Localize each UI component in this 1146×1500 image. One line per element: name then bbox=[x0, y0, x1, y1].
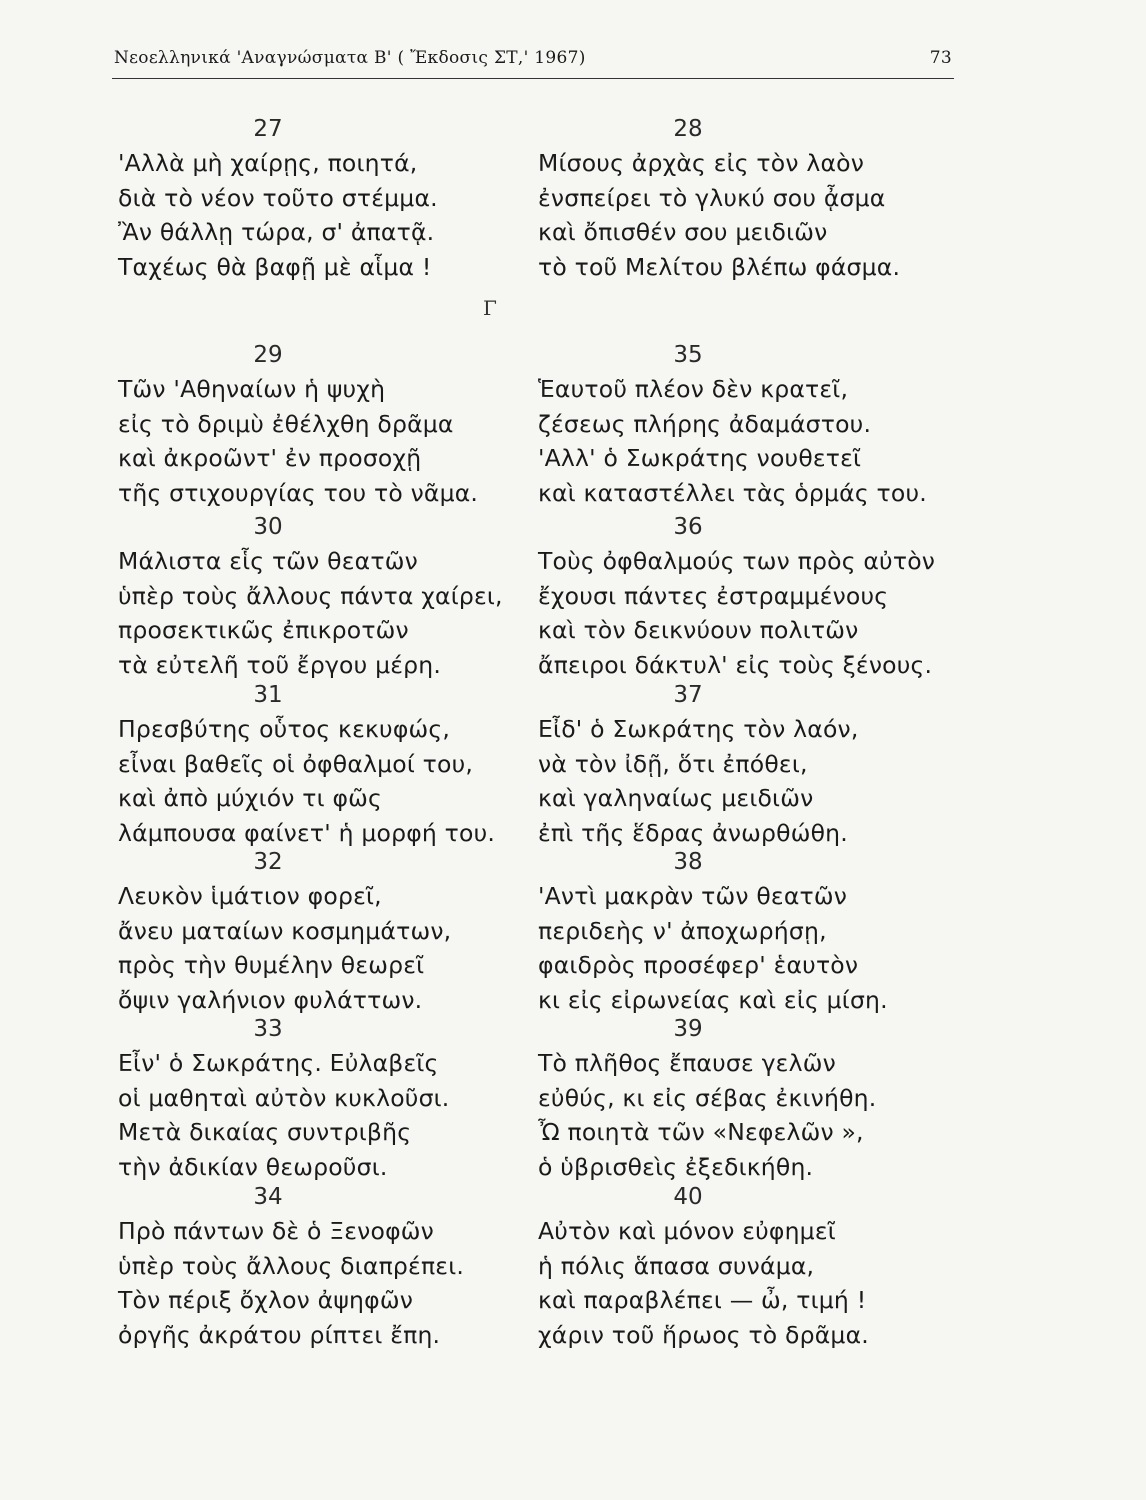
stanza-36 bbox=[538, 510, 958, 682]
stanza-number: 32 bbox=[253, 849, 283, 875]
stanza-37 bbox=[538, 678, 958, 850]
verse-line: ζέσεως πλήρης ἀδαμάστου. bbox=[538, 409, 872, 438]
verse-line: πρὸς τὴν θυμέλην θεωρεῖ bbox=[118, 951, 425, 979]
stanza-number: 30 bbox=[253, 514, 283, 540]
stanza-27 bbox=[118, 112, 538, 284]
verse-line: περιδεὴς ν' ἀποχωρήσῃ, bbox=[538, 916, 827, 945]
stanza-39 bbox=[538, 1012, 958, 1184]
verse-line: 'Αλλὰ μὴ χαίρῃς, ποιητά, bbox=[118, 149, 418, 177]
verse-line: Τοὺς ὀφθαλμούς των πρὸς αὐτὸν bbox=[538, 547, 936, 575]
verse-line: ἐπὶ τῆς ἕδρας ἀνωρθώθη. bbox=[538, 818, 848, 847]
verse-line: ὀργῆς ἀκράτου ρίπτει ἔπη. bbox=[118, 1320, 441, 1349]
verse-line: τὸ τοῦ Μελίτου βλέπω φάσμα. bbox=[538, 252, 901, 281]
verse-line: Τὸ πλῆθος ἔπαυσε γελῶν bbox=[538, 1049, 836, 1077]
verse-line: εὐθύς, κι εἰς σέβας ἐκινήθη. bbox=[538, 1083, 877, 1112]
stanza-38 bbox=[538, 845, 958, 1017]
stanza-35 bbox=[538, 338, 958, 510]
stanza-number: 27 bbox=[253, 116, 283, 142]
section-letter: Γ bbox=[483, 296, 497, 320]
stanza-number: 39 bbox=[673, 1016, 703, 1042]
verse-line: καὶ καταστέλλει τὰς ὁρμάς του. bbox=[538, 478, 927, 507]
verse-line: ὄψιν γαλήνιον φυλάττων. bbox=[118, 985, 423, 1014]
verse-line: καὶ ἀπὸ μύχιόν τι φῶς bbox=[118, 784, 383, 812]
verse-line: Τῶν 'Αθηναίων ἡ ψυχὴ bbox=[118, 375, 386, 403]
verse-line: ἡ πόλις ἅπασα συνάμα, bbox=[538, 1251, 815, 1280]
stanza-number: 28 bbox=[673, 116, 703, 142]
verse-line: Ταχέως θὰ βαφῇ μὲ αἷμα ! bbox=[118, 252, 432, 281]
verse-line: ἄπειροι δάκτυλ' εἰς τοὺς ξένους. bbox=[538, 650, 933, 679]
verse-line: Πρὸ πάντων δὲ ὁ Ξενοφῶν bbox=[118, 1217, 434, 1245]
page-number: 73 bbox=[929, 48, 952, 68]
verse-line: προσεκτικῶς ἐπικροτῶν bbox=[118, 616, 409, 644]
verse-line: οἱ μαθηταὶ αὐτὸν κυκλοῦσι. bbox=[118, 1083, 450, 1112]
verse-line: εἶναι βαθεῖς οἱ ὀφθαλμοί του, bbox=[118, 749, 474, 778]
verse-line: τὰ εὐτελῆ τοῦ ἔργου μέρη. bbox=[118, 650, 442, 679]
verse-line: Τὸν πέριξ ὄχλον ἀψηφῶν bbox=[118, 1286, 414, 1314]
stanza-number: 29 bbox=[253, 342, 283, 368]
verse-line: εἰς τὸ δριμὺ ἐθέλχθη δρᾶμα bbox=[118, 409, 454, 438]
verse-line: ὑπὲρ τοὺς ἄλλους πάντα χαίρει, bbox=[118, 581, 503, 610]
verse-line: 'Αντὶ μακρὰν τῶν θεατῶν bbox=[538, 882, 848, 910]
verse-line: ἔχουσι πάντες ἐστραμμένους bbox=[538, 581, 889, 610]
verse-line: καὶ τὸν δεικνύουν πολιτῶν bbox=[538, 616, 859, 644]
verse-line: ἐνσπείρει τὸ γλυκύ σου ᾆσμα bbox=[538, 183, 886, 212]
stanza-number: 33 bbox=[253, 1016, 283, 1042]
verse-line: τῆς στιχουργίας του τὸ νᾶμα. bbox=[118, 478, 479, 507]
stanza-33 bbox=[118, 1012, 538, 1184]
page-header bbox=[112, 44, 954, 79]
verse-line: καὶ παραβλέπει — ὦ, τιμή ! bbox=[538, 1286, 867, 1314]
stanza-number: 36 bbox=[673, 514, 703, 540]
verse-line: Εἶν' ὁ Σωκράτης. Εὐλαβεῖς bbox=[118, 1049, 439, 1077]
verse-line: Εἶδ' ὁ Σωκράτης τὸν λαόν, bbox=[538, 715, 859, 743]
verse-line: διὰ τὸ νέον τοῦτο στέμμα. bbox=[118, 183, 438, 212]
verse-line: ἄνευ ματαίων κοσμημάτων, bbox=[118, 916, 452, 945]
verse-line: Μίσους ἀρχὰς εἰς τὸν λαὸν bbox=[538, 149, 865, 177]
verse-line: τὴν ἀδικίαν θεωροῦσι. bbox=[118, 1152, 388, 1181]
verse-line: χάριν τοῦ ἥρωος τὸ δρᾶμα. bbox=[538, 1320, 869, 1349]
verse-line: Αὐτὸν καὶ μόνον εὐφημεῖ bbox=[538, 1217, 836, 1245]
verse-line: φαιδρὸς προσέφερ' ἑαυτὸν bbox=[538, 951, 859, 979]
stanza-number: 37 bbox=[673, 682, 703, 708]
verse-line: καὶ ἀκροῶντ' ἐν προσοχῇ bbox=[118, 444, 422, 472]
stanza-30 bbox=[118, 510, 538, 682]
verse-line: καὶ γαληναίως μειδιῶν bbox=[538, 784, 814, 812]
stanza-number: 34 bbox=[253, 1184, 283, 1210]
stanza-number: 31 bbox=[253, 682, 283, 708]
verse-line: 'Αλλ' ὁ Σωκράτης νουθετεῖ bbox=[538, 444, 862, 472]
verse-line: Πρεσβύτης οὗτος κεκυφώς, bbox=[118, 715, 451, 743]
verse-line: ὁ ὑβρισθεὶς ἐξεδικήθη. bbox=[538, 1152, 814, 1181]
verse-line: Ἂν θάλλῃ τώρα, σ' ἀπατᾷ. bbox=[118, 218, 435, 246]
stanza-29 bbox=[118, 338, 538, 510]
running-title: Νεοελληνικά 'Αναγνώσματα Β' ( Ἔκδοσις ΣΤ,' 1967) bbox=[114, 48, 586, 68]
verse-line: Ἑαυτοῦ πλέον δὲν κρατεῖ, bbox=[538, 375, 849, 403]
verse-line: Μετὰ δικαίας συντριβῆς bbox=[118, 1118, 412, 1146]
stanza-32 bbox=[118, 845, 538, 1017]
stanza-number: 38 bbox=[673, 849, 703, 875]
verse-line: κι εἰς εἰρωνείας καὶ εἰς μίση. bbox=[538, 985, 888, 1014]
verse-line: Ὦ ποιητὰ τῶν «Νεφελῶν », bbox=[538, 1118, 864, 1146]
verse-line: νὰ τὸν ἰδῇ, ὅτι ἐπόθει, bbox=[538, 749, 808, 778]
verse-line: Μάλιστα εἷς τῶν θεατῶν bbox=[118, 547, 418, 575]
stanza-28 bbox=[538, 112, 958, 284]
stanza-number: 40 bbox=[673, 1184, 703, 1210]
stanza-34 bbox=[118, 1180, 538, 1352]
verse-line: Λευκὸν ἱμάτιον φορεῖ, bbox=[118, 882, 382, 910]
stanza-31 bbox=[118, 678, 538, 850]
verse-line: ὑπὲρ τοὺς ἄλλους διαπρέπει. bbox=[118, 1251, 465, 1280]
stanza-number: 35 bbox=[673, 342, 703, 368]
stanza-40 bbox=[538, 1180, 958, 1352]
verse-line: καὶ ὄπισθέν σου μειδιῶν bbox=[538, 218, 828, 246]
verse-line: λάμπουσα φαίνετ' ἡ μορφή του. bbox=[118, 818, 496, 847]
